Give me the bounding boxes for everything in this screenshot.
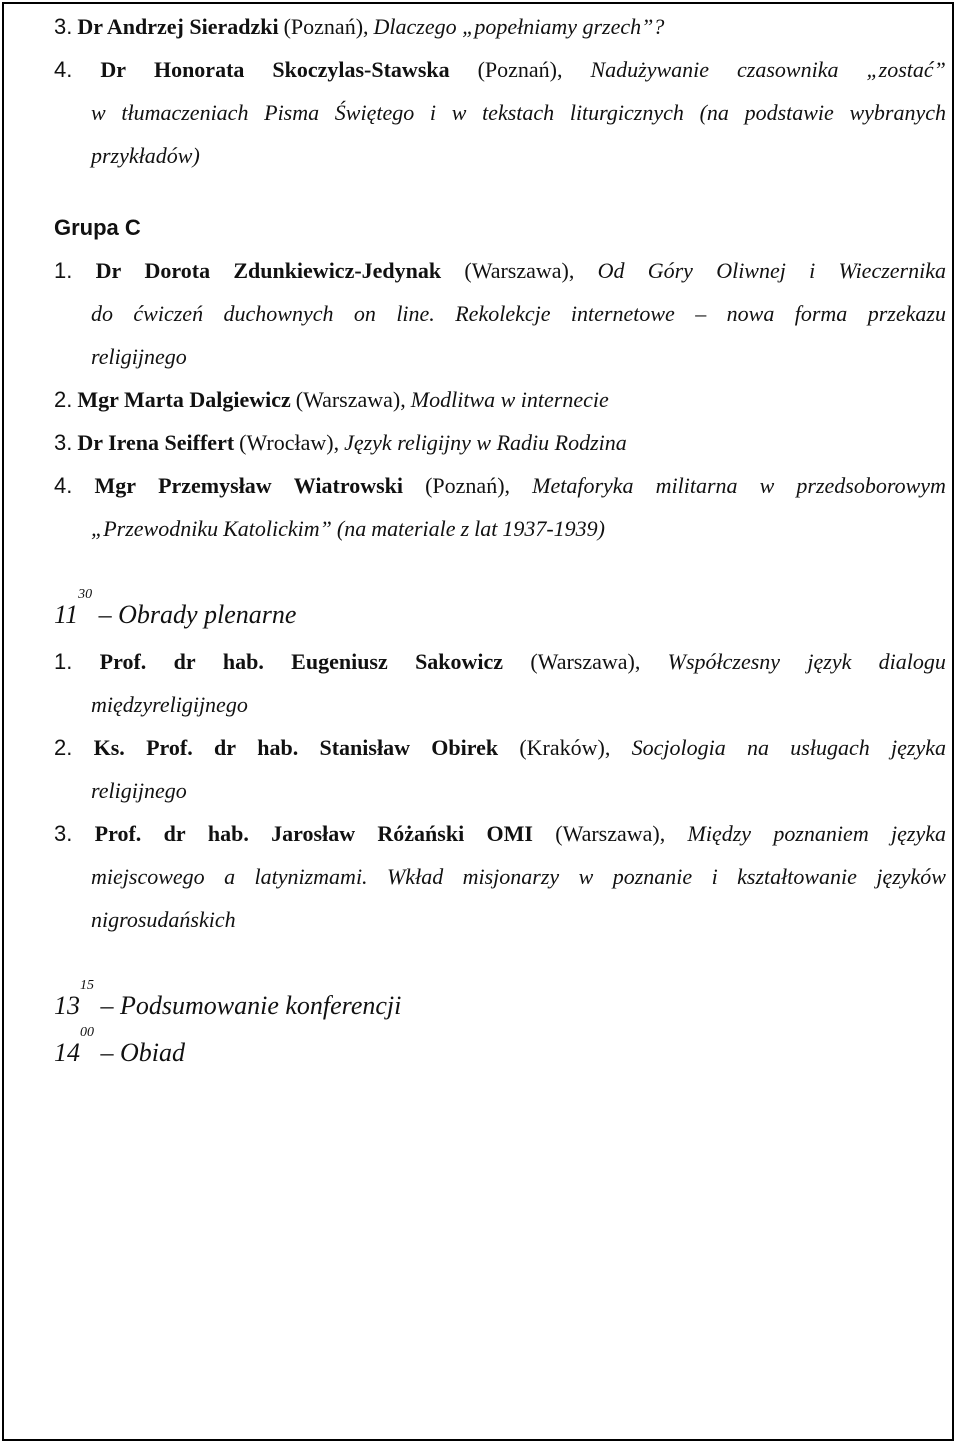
list-item: [54, 421, 946, 464]
lunch-title: – Obiad: [94, 1038, 185, 1067]
list-item: 2. Ks. Prof. dr hab. Stanisław Obirek (Kraków), Socjologia na usługach języka religijnego: [54, 726, 946, 812]
item-number: 2.: [54, 387, 73, 412]
speaker-city: (Wrocław),: [239, 430, 340, 455]
list-item: 4. Dr Honorata Skoczylas-Stawska (Poznań), Nadużywanie czasownika „zostać” w tłumaczeniach Pisma Świętego i w tekstach liturgicznych (na podstawie wybranych przykładów): [54, 48, 946, 177]
list-item: [54, 5, 946, 48]
item-number: 2.: [54, 735, 73, 760]
item-number: 3.: [54, 430, 73, 455]
lunch-hour: 14: [54, 1038, 80, 1067]
speaker-name: Dr Irena Seiffert: [77, 430, 235, 455]
lunch-line: [54, 1025, 946, 1076]
talk-title: Modlitwa w internecie: [410, 387, 609, 412]
session-heading: [54, 587, 946, 638]
summary-title: – Podsumowanie konferencji: [94, 991, 402, 1020]
list-item: [54, 378, 946, 421]
item-number: 3.: [54, 821, 73, 846]
summary-minutes: 15: [80, 978, 94, 993]
speaker-city: (Warszawa),: [295, 387, 406, 412]
session-hour: 11: [54, 600, 79, 629]
session-minutes: 30: [78, 587, 93, 602]
speaker-city: (Poznań),: [283, 14, 369, 39]
group-heading: Grupa C: [54, 215, 141, 240]
item-number: 4.: [54, 57, 73, 82]
lunch-minutes: 00: [80, 1025, 94, 1040]
talk-title: Dlaczego „popełniamy grzech”?: [373, 14, 665, 39]
session-title: – Obrady plenarne: [92, 600, 297, 629]
item-number: 4.: [54, 473, 73, 498]
item-number: 3.: [54, 14, 73, 39]
item-number: 1.: [54, 649, 73, 674]
talk-title: Język religijny w Radiu Rodzina: [344, 430, 627, 455]
list-item: 1. Dr Dorota Zdunkiewicz-Jedynak (Warszawa), Od Góry Oliwnej i Wieczernika do ćwiczeń duchownych on line. Rekolekcje internetowe – nowa forma przekazu religijnego: [54, 249, 946, 378]
list-item: 3. Prof. dr hab. Jarosław Różański OMI (Warszawa), Między poznaniem języka miejscowego a latynizmami. Wkład misjonarzy w poznanie i kształtowanie języków nigrosudańskich: [54, 812, 946, 941]
list-item: 1. Prof. dr hab. Eugeniusz Sakowicz (Warszawa), Współczesny język dialogu międzyreligijnego: [54, 640, 946, 726]
summary-hour: 13: [54, 991, 80, 1020]
item-number: 1.: [54, 258, 73, 283]
document-page: [2, 2, 954, 1441]
summary-line: [54, 978, 946, 1029]
list-item: 4. Mgr Przemysław Wiatrowski (Poznań), Metaforyka militarna w przedsoborowym „Przewodniku Katolickim” (na materiale z lat 1937-1939): [54, 464, 946, 550]
speaker-name: Dr Andrzej Sieradzki: [77, 14, 279, 39]
speaker-name: Mgr Marta Dalgiewicz: [77, 387, 291, 412]
